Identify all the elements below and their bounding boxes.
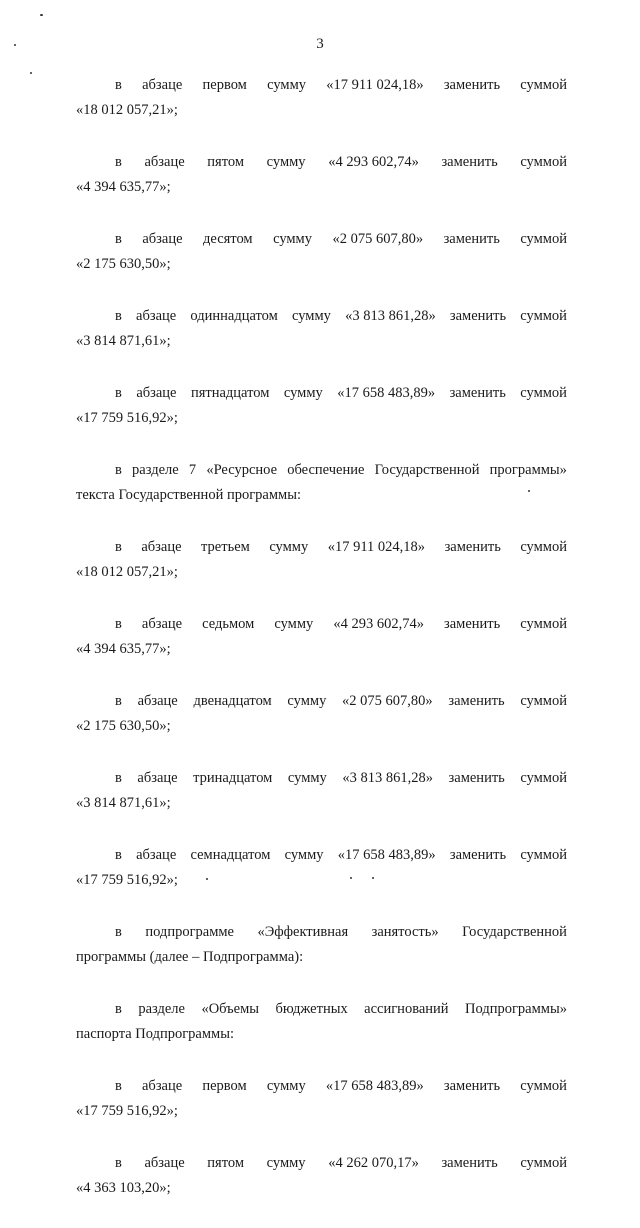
word: пятнадцатом [190,385,270,401]
word: суммой [520,693,567,709]
paragraph-first-line [76,73,567,98]
scan-speck [528,490,530,492]
paragraph-first-line [76,689,567,714]
word: сумму [269,539,309,555]
word: заменить [443,231,500,247]
word: в [115,1078,122,1094]
page-number: 3 [316,36,324,52]
word: абзаце [136,847,177,863]
word: «3 813 861,28» [342,770,433,786]
word: суммой [520,616,567,632]
paragraph-first-line [76,997,567,1022]
word: в [115,1155,122,1171]
paragraph-continuation-line: «4 363 103,20»; [76,1180,171,1196]
scan-speck [30,72,32,74]
word: абзаце [141,539,182,555]
word: в [115,539,122,555]
amendment-paragraph [76,458,567,508]
word: абзаце [142,1078,183,1094]
word: заменить [449,308,507,324]
word: сумму [266,154,306,170]
amendment-paragraph [76,73,567,123]
word: заменить [448,693,505,709]
paragraph-continuation-line: «2 175 630,50»; [76,256,171,272]
paragraph-continuation-line: «17 759 516,92»; [76,410,178,426]
word: обеспечение [287,462,365,478]
word: абзаце [144,1155,185,1171]
word: «17 658 483,89» [337,385,436,401]
paragraph-continuation-line: программы (далее – Подпрограмма): [76,949,304,965]
word: сумму [287,693,327,709]
paragraph-continuation-line: «17 759 516,92»; [76,872,178,888]
word: «Ресурсное [206,462,278,478]
paragraph-first-line [76,920,567,945]
word: в [115,77,122,93]
word: суммой [520,847,567,863]
amendment-paragraph [76,227,567,277]
paragraph-continuation-line: «3 814 871,61»; [76,795,171,811]
paragraph-first-line [76,1074,567,1099]
word: в [115,462,122,478]
word: сумму [267,77,306,93]
word: занятость» [371,924,439,940]
word: подпрограмме [145,924,234,940]
word: пятом [207,154,245,170]
paragraph-first-line [76,381,567,406]
word: абзаце [136,308,177,324]
word: заменить [444,616,501,632]
word: «3 813 861,28» [345,308,436,324]
word: заменить [444,539,501,555]
word: одиннадцатом [190,308,278,324]
word: в [115,231,122,247]
word: заменить [441,154,498,170]
word: Государственной [374,462,480,478]
amendment-paragraph [76,535,567,585]
word: сумму [273,231,312,247]
word: «4 262 070,17» [328,1155,419,1171]
word: «17 911 024,18» [326,77,424,93]
document-body [76,73,567,1228]
word: седьмом [202,616,255,632]
word: бюджетных [275,1001,348,1017]
paragraph-first-line [76,1151,567,1176]
word: в [115,847,122,863]
word: «2 075 607,80» [332,231,424,247]
word: в [115,770,122,786]
word: заменить [449,385,506,401]
word: сумму [291,308,331,324]
word: в [115,924,122,940]
word: суммой [520,770,567,786]
amendment-paragraph [76,997,567,1047]
amendment-paragraph [76,150,567,200]
word: сумму [287,770,327,786]
paragraph-continuation-line: паспорта Подпрограммы: [76,1026,234,1042]
word: «Эффективная [257,924,349,940]
word: третьем [201,539,250,555]
paragraph-continuation-line: «3 814 871,61»; [76,333,171,349]
word: разделе [138,1001,185,1017]
word: в [115,154,122,170]
word: Государственной [462,924,567,940]
word: абзаце [136,385,177,401]
word: пятом [207,1155,245,1171]
amendment-paragraph [76,689,567,739]
scan-speck [40,14,43,16]
paragraph-continuation-line: «4 394 635,77»; [76,641,171,657]
amendment-paragraph [76,1074,567,1124]
amendment-paragraph [76,1151,567,1201]
paragraph-first-line [76,227,567,252]
word: «17 911 024,18» [327,539,426,555]
word: абзаце [144,154,185,170]
word: суммой [520,539,567,555]
paragraph-continuation-line: «18 012 057,21»; [76,102,178,118]
word: заменить [443,77,501,93]
paragraph-continuation-line: текста Государственной программы: [76,487,301,503]
word: «2 075 607,80» [342,693,433,709]
word: суммой [520,231,567,247]
word: суммой [520,308,567,324]
paragraph-continuation-line: «18 012 057,21»; [76,564,178,580]
word: в [115,308,122,324]
word: первом [202,77,247,93]
paragraph-continuation-line: «17 759 516,92»; [76,1103,178,1119]
word: абзаце [137,770,178,786]
word: абзаце [142,77,183,93]
word: тринадцатом [193,770,273,786]
word: суммой [520,1078,567,1094]
scan-speck [350,877,352,879]
word: сумму [266,1155,306,1171]
word: в [115,1001,122,1017]
word: «4 293 602,74» [328,154,419,170]
paragraph-first-line [76,612,567,637]
word: семнадцатом [190,847,271,863]
word: абзаце [142,231,183,247]
word: «Объемы [201,1001,260,1017]
word: заменить [443,1078,501,1094]
paragraph-continuation-line: «2 175 630,50»; [76,718,171,734]
amendment-paragraph [76,766,567,816]
word: двенадцатом [193,693,272,709]
word: сумму [266,1078,306,1094]
paragraph-first-line [76,458,567,483]
word: заменить [449,847,507,863]
word: суммой [520,385,567,401]
word: в [115,385,122,401]
paragraph-first-line [76,150,567,175]
word: программы» [489,462,567,478]
paragraph-first-line [76,843,567,868]
amendment-paragraph [76,381,567,431]
word: «17 658 483,89» [325,1078,424,1094]
scan-speck [206,878,208,880]
amendment-paragraph [76,612,567,662]
word: в [115,693,122,709]
word: в [115,616,122,632]
word: ассигнований [364,1001,449,1017]
amendment-paragraph [76,843,567,893]
word: суммой [520,154,567,170]
word: абзаце [141,616,183,632]
scan-speck [14,44,16,46]
word: сумму [283,385,323,401]
word: абзаце [137,693,178,709]
word: десятом [203,231,253,247]
scan-speck [372,877,374,879]
paragraph-first-line [76,766,567,791]
word: заменить [441,1155,498,1171]
word: 7 [188,462,197,478]
word: суммой [520,77,567,93]
word: заменить [448,770,505,786]
word: первом [202,1078,247,1094]
word: «17 658 483,89» [337,847,436,863]
amendment-paragraph [76,920,567,970]
paragraph-continuation-line: «4 394 635,77»; [76,179,171,195]
word: «4 293 602,74» [333,616,424,632]
word: разделе [132,462,179,478]
word: сумму [274,616,314,632]
amendment-paragraph [76,304,567,354]
paragraph-first-line [76,535,567,560]
word: сумму [284,847,324,863]
word: Подпрограммы» [465,1001,567,1017]
paragraph-first-line [76,304,567,329]
word: суммой [520,1155,567,1171]
